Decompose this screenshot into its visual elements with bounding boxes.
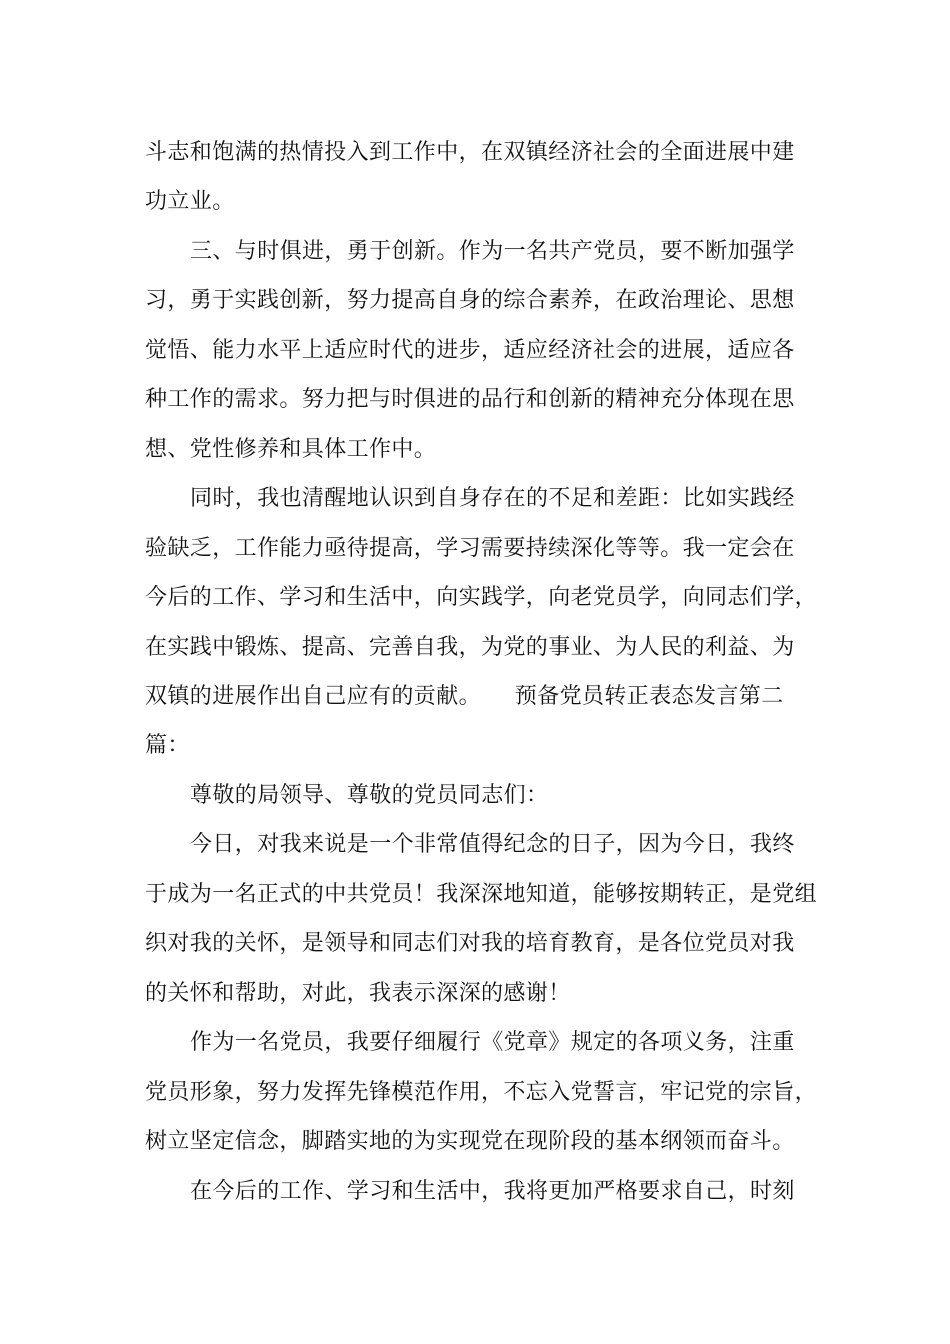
text-line: 今后的工作、学习和生活中，向实践学，向老党员学，向同志们学， <box>145 585 818 610</box>
paragraph-start-line: 同时，我也清醒地认识到自身存在的不足和差距：比如实践经 <box>190 486 795 511</box>
text-line: 斗志和饱满的热情投入到工作中，在双镇经济社会的全面进展中建 <box>145 140 795 165</box>
text-line: 功立业。 <box>145 189 235 214</box>
salutation-line: 尊敬的局领导、尊敬的党员同志们： <box>190 783 549 808</box>
text-line: 于成为一名正式的中共党员！我深深地知道，能够按期转正，是党组 <box>145 882 818 907</box>
paragraph-start-line: 在今后的工作、学习和生活中，我将更加严格要求自己，时刻 <box>190 1179 795 1204</box>
text-line: 党员形象，努力发挥先锋模范作用，不忘入党誓言，牢记党的宗旨， <box>145 1080 818 1105</box>
text-line: 种工作的需求。努力把与时俱进的品行和创新的精神充分体现在思 <box>145 387 795 412</box>
paragraph-start-line: 今日，对我来说是一个非常值得纪念的日子，因为今日，我终 <box>190 832 795 857</box>
text-line: 树立坚定信念，脚踏实地的为实现党在现阶段的基本纲领而奋斗。 <box>145 1129 795 1154</box>
text-line: 的关怀和帮助，对此，我表示深深的感谢！ <box>145 981 571 1006</box>
text-line: 篇： <box>145 733 190 758</box>
text-line: 习，勇于实践创新，努力提高自身的综合素养，在政治理论、思想 <box>145 288 795 313</box>
paragraph-start-line: 三、与时俱进，勇于创新。作为一名共产党员，要不断加强学 <box>190 239 795 264</box>
text-line: 验缺乏，工作能力亟待提高，学习需要持续深化等等。我一定会在 <box>145 536 795 561</box>
text-line: 织对我的关怀，是领导和同志们对我的培育教育，是各位党员对我 <box>145 931 795 956</box>
text-line: 想、党性修养和具体工作中。 <box>145 437 437 462</box>
text-line: 觉悟、能力水平上适应时代的进步，适应经济社会的进展，适应各 <box>145 338 795 363</box>
text-line: 双镇的进展作出自己应有的贡献。 预备党员转正表态发言第二 <box>145 684 784 709</box>
paragraph-start-line: 作为一名党员，我要仔细履行《党章》规定的各项义务，注重 <box>190 1030 795 1055</box>
text-line: 在实践中锻炼、提高、完善自我，为党的事业、为人民的利益、为 <box>145 635 795 660</box>
